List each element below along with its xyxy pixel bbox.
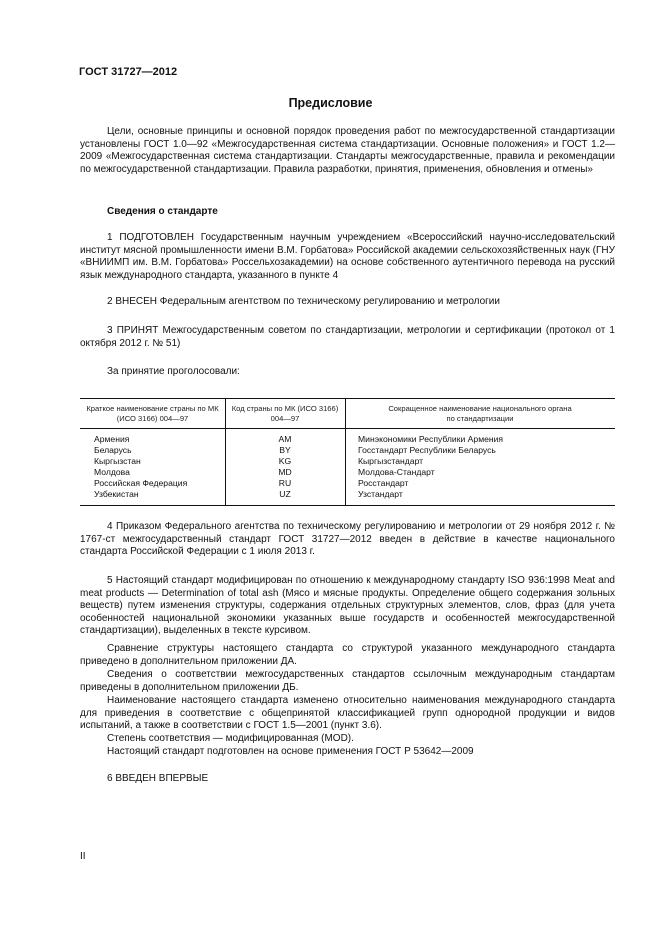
- table-cell-body: Минэкономики Республики Армения: [358, 434, 504, 444]
- item-2-paragraph: 2 ВНЕСЕН Федеральным агентством по техническому регулированию и метрологии: [107, 296, 500, 307]
- table-cell-body: Узстандарт: [358, 489, 403, 499]
- table-cell-country: Узбекистан: [94, 489, 139, 499]
- table-cell-body: Кыргызстандарт: [358, 456, 424, 466]
- item-5-comparison: Сравнение структуры настоящего стандарта со структурой указанного международного стандарта приведено в дополнительном приложении ДА.: [80, 643, 615, 667]
- item-3-paragraph: 3 ПРИНЯТ Межгосударственным советом по стандартизации, метрологии и сертификации (протокол от 1 октября 2012 г. № 51): [80, 325, 615, 349]
- item-5-basis: Настоящий стандарт подготовлен на основе применения ГОСТ Р 53642—2009: [107, 746, 474, 757]
- intro-paragraph: Цели, основные принципы и основной порядок проведения работ по межгосударственной стандартизации установлены ГОСТ 1.0—92 «Межгосударственная система стандартизации. Основные положения» и ГОСТ 1.2—2009 «Межгосударственная система стандартизации. Стандарты межгосударственные, правила и рекомендации по межгосударственной стандартизации. Правила разработки, принятия, применения, обновления и отмены»: [80, 126, 615, 175]
- table-cell-country: Беларусь: [94, 445, 132, 455]
- table-cell-country: Армения: [94, 434, 130, 444]
- section-heading: Сведения о стандарте: [107, 206, 218, 217]
- item-5-references: Сведения о соответствии межгосударственных стандартов ссылочным международным стандартам приведены в дополнительном приложении ДБ.: [80, 669, 615, 693]
- table-cell-code: BY: [279, 445, 291, 455]
- document-id-header: ГОСТ 31727—2012: [79, 66, 178, 78]
- table-divider: [345, 399, 346, 505]
- table-header-country: Краткое наименование страны по МК (ИСО 3166) 004—97: [80, 399, 225, 429]
- page-number: II: [80, 851, 86, 862]
- item-5-paragraph: 5 Настоящий стандарт модифицирован по отношению к международному стандарту ISO 936:1998 Meat and meat products — Determination of total ash (Мясо и мясные продукты. Определение общего содержания зольных веществ) путем изменения структуры, содержания отдельных структурных элементов, слов, фраз (для учета особенностей национальной экономики указанных выше государств и особенностей межгосударственной стандартизации), выделенных в тексте курсивом.: [80, 575, 615, 637]
- item-6-paragraph: 6 ВВЕДЕН ВПЕРВЫЕ: [107, 773, 209, 784]
- voted-label: За принятие проголосовали:: [107, 366, 240, 377]
- table-column-bodies: [358, 434, 503, 500]
- table-cell-code: KG: [278, 456, 292, 466]
- page-title: Предисловие: [288, 96, 373, 110]
- table-cell-country: Кыргызстан: [94, 456, 141, 466]
- table-cell-code: UZ: [279, 489, 291, 499]
- table-cell-code: MD: [278, 467, 292, 477]
- table-cell-body: Молдова-Стандарт: [358, 467, 435, 477]
- table-cell-body: Росстандарт: [358, 478, 409, 488]
- table-cell-code: AM: [278, 434, 292, 444]
- table-column-countries: [94, 434, 187, 500]
- item-5-title-change: Наименование настоящего стандарта изменено относительно наименования международного стандарта для приведения в соответствие с общепринятой классификацией групп однородной продукции и видов испытаний, а также в соответствии с ГОСТ 1.5—2001 (пункт 3.6).: [80, 695, 615, 732]
- table-cell-body: Госстандарт Республики Беларусь: [358, 445, 496, 455]
- item-1-paragraph: 1 ПОДГОТОВЛЕН Государственным научным учреждением «Всероссийский научно-исследовательский институт мясной промышленности имени В.М. Горбатова» Российской академии сельскохозяйственных наук (ГНУ «ВНИИМП им. В.М. Горбатова» Россельхозакадемии) на основе собственного аутентичного перевода на русский язык международного стандарта, указанного в пункте 4: [80, 232, 615, 281]
- item-4-paragraph: 4 Приказом Федерального агентства по техническому регулированию и метрологии от 29 ноября 2012 г. № 1767-ст межгосударственный стандарт ГОСТ 31727—2012 введен в действие в качестве национального стандарта Российской Федерации с 1 июля 2013 г.: [80, 521, 615, 558]
- voting-table: [80, 398, 615, 506]
- table-header-code: Код страны по МК (ИСО 3166) 004—97: [225, 399, 345, 429]
- table-cell-code: RU: [278, 478, 292, 488]
- table-cell-country: Молдова: [94, 467, 130, 477]
- table-column-codes: [225, 434, 345, 500]
- table-header-body: Сокращенное наименование национального органа по стандартизации: [345, 399, 615, 429]
- table-cell-country: Российская Федерация: [94, 478, 188, 488]
- item-5-conformity: Степень соответствия — модифицированная (MOD).: [107, 733, 354, 744]
